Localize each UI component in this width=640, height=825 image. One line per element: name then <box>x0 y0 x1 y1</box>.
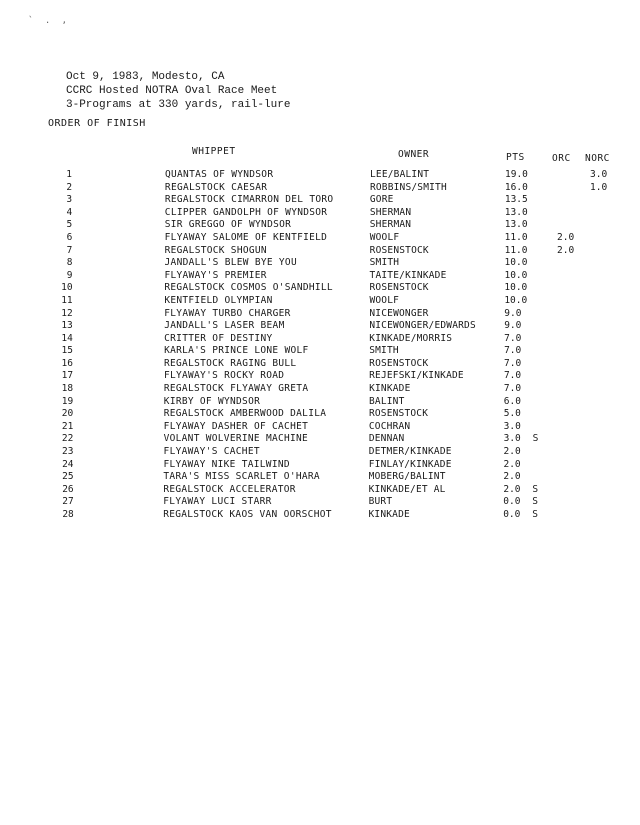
position-number: 8 <box>66 257 73 269</box>
owner-name: BURT <box>368 496 393 508</box>
points-value: 9.0 <box>504 307 522 319</box>
header-date-location: Oct 9, 1983, Modesto, CA <box>66 71 225 83</box>
whippet-name: FLYAWAY'S ROCKY ROAD <box>163 370 285 382</box>
points-value: 7.0 <box>504 332 522 344</box>
points-value: 13.0 <box>504 219 528 231</box>
status-flag: S <box>532 483 539 495</box>
orc-value: 2.0 <box>557 231 575 243</box>
points-value: 11.0 <box>504 244 528 256</box>
position-number: 2 <box>66 181 73 193</box>
column-header-norc: NORC <box>585 153 610 164</box>
table-row <box>0 257 640 269</box>
owner-name: WOOLF <box>369 231 400 243</box>
points-value: 10.0 <box>504 282 528 294</box>
position-number: 3 <box>66 194 73 206</box>
whippet-name: REGALSTOCK FLYAWAY GRETA <box>163 383 309 395</box>
whippet-name: CRITTER OF DESTINY <box>164 332 273 344</box>
position-number: 25 <box>62 471 74 483</box>
whippet-name: KENTFIELD OLYMPIAN <box>164 294 273 306</box>
table-row <box>0 370 640 382</box>
owner-name: WOOLF <box>369 294 400 306</box>
table-row <box>0 459 640 471</box>
whippet-name: FLYAWAY'S PREMIER <box>164 269 267 281</box>
table-row <box>0 408 640 420</box>
whippet-name: JANDALL'S LASER BEAM <box>164 320 285 332</box>
owner-name: SMITH <box>369 257 400 269</box>
norc-value: 1.0 <box>590 181 608 193</box>
points-value: 0.0 <box>503 496 521 508</box>
points-value: 2.0 <box>503 458 521 470</box>
owner-name: DETMER/KINKADE <box>368 446 452 458</box>
points-value: 2.0 <box>503 483 521 495</box>
points-value: 10.0 <box>504 257 528 269</box>
points-value: 7.0 <box>504 357 522 369</box>
points-value: 2.0 <box>503 446 521 458</box>
whippet-name: JANDALL'S BLEW BYE YOU <box>164 257 297 269</box>
status-flag: S <box>532 433 539 445</box>
whippet-name: REGALSTOCK AMBERWOOD DALILA <box>163 408 327 420</box>
owner-name: KINKADE/MORRIS <box>369 332 453 344</box>
status-flag: S <box>532 509 538 520</box>
column-header-whippet: WHIPPET <box>192 146 236 157</box>
whippet-name: REGALSTOCK CIMARRON DEL TORO <box>164 194 334 206</box>
owner-name: BALINT <box>369 395 405 407</box>
owner-name: KINKADE <box>369 383 411 395</box>
points-value: 5.0 <box>503 408 521 420</box>
owner-name: REJEFSKI/KINKADE <box>369 370 464 382</box>
status-flag: S <box>532 496 539 508</box>
whippet-name: REGALSTOCK SHOGUN <box>164 244 267 256</box>
position-number: 24 <box>62 458 74 470</box>
document-header <box>66 70 290 112</box>
position-number: 14 <box>61 332 73 344</box>
position-number: 28 <box>62 509 74 520</box>
points-value: 0.0 <box>503 509 521 520</box>
owner-name: ROSENSTOCK <box>369 357 429 369</box>
whippet-name: FLYAWAY NIKE TAILWIND <box>163 458 290 470</box>
header-event: CCRC Hosted NOTRA Oval Race Meet <box>66 85 278 97</box>
table-row <box>0 358 640 370</box>
table-row <box>0 282 640 294</box>
points-value: 6.0 <box>503 395 521 407</box>
table-row <box>0 421 640 433</box>
whippet-name: FLYAWAY LUCI STARR <box>163 496 272 508</box>
table-row <box>0 383 640 395</box>
table-row <box>0 345 640 357</box>
whippet-name: FLYAWAY TURBO CHARGER <box>164 307 291 319</box>
table-row <box>0 295 640 307</box>
table-row <box>0 270 640 282</box>
table-row <box>0 182 640 194</box>
norc-value: 3.0 <box>590 169 608 180</box>
position-number: 5 <box>66 219 73 231</box>
position-number: 26 <box>62 483 74 495</box>
table-row <box>0 509 640 521</box>
position-number: 4 <box>66 206 73 218</box>
table-row <box>0 245 640 257</box>
points-value: 10.0 <box>504 294 528 306</box>
points-value: 10.0 <box>504 269 528 281</box>
points-value: 13.0 <box>504 206 528 218</box>
owner-name: ROSENSTOCK <box>369 282 429 294</box>
whippet-name: FLYAWAY DASHER OF CACHET <box>163 420 309 432</box>
points-value: 9.0 <box>504 320 522 332</box>
position-number: 17 <box>61 370 74 382</box>
table-row <box>0 433 640 445</box>
position-number: 1 <box>66 169 72 180</box>
table-row <box>0 308 640 320</box>
owner-name: FINLAY/KINKADE <box>368 458 452 470</box>
table-row <box>0 320 640 332</box>
whippet-name: CLIPPER GANDOLPH OF WYNDSOR <box>164 206 328 218</box>
whippet-name: KIRBY OF WYNDSOR <box>163 395 261 407</box>
table-row <box>0 396 640 408</box>
column-header-orc: ORC <box>552 153 571 164</box>
whippet-name: VOLANT WOLVERINE MACHINE <box>163 433 309 445</box>
position-number: 23 <box>61 446 74 458</box>
position-number: 6 <box>66 231 73 243</box>
position-number: 21 <box>61 420 74 432</box>
orc-value: 2.0 <box>557 244 575 256</box>
whippet-name: REGALSTOCK CAESAR <box>164 181 268 193</box>
section-title: ORDER OF FINISH <box>48 118 146 129</box>
points-value: 2.0 <box>503 471 521 483</box>
owner-name: NICEWONGER/EDWARDS <box>369 320 476 332</box>
owner-name: DENNAN <box>368 433 405 445</box>
position-number: 10 <box>61 282 73 294</box>
table-row <box>0 194 640 206</box>
points-value: 19.0 <box>505 169 528 180</box>
owner-name: ROSENSTOCK <box>369 244 429 256</box>
owner-name: KINKADE/ET AL <box>368 483 446 495</box>
owner-name: SHERMAN <box>369 206 412 218</box>
position-number: 11 <box>61 294 73 306</box>
points-value: 11.0 <box>504 231 528 243</box>
scan-specks: ` . , <box>28 16 71 26</box>
position-number: 16 <box>61 357 73 369</box>
table-row <box>0 484 640 496</box>
position-number: 18 <box>61 383 74 395</box>
whippet-name: FLYAWAY'S CACHET <box>163 446 260 458</box>
owner-name: LEE/BALINT <box>370 169 430 180</box>
position-number: 12 <box>61 307 73 319</box>
position-number: 15 <box>61 345 73 357</box>
position-number: 9 <box>66 269 73 281</box>
table-row <box>0 333 640 345</box>
whippet-name: REGALSTOCK KAOS VAN OORSCHOT <box>163 509 332 520</box>
whippet-name: TARA'S MISS SCARLET O'HARA <box>163 471 320 483</box>
column-header-pts: PTS <box>506 152 525 163</box>
points-value: 7.0 <box>504 345 522 357</box>
owner-name: MOBERG/BALINT <box>368 471 446 483</box>
owner-name: ROSENSTOCK <box>368 408 429 420</box>
column-header-owner: OWNER <box>398 149 430 160</box>
owner-name: COCHRAN <box>368 420 411 432</box>
position-number: 7 <box>66 244 73 256</box>
owner-name: SHERMAN <box>369 219 412 231</box>
table-row <box>0 219 640 231</box>
whippet-name: REGALSTOCK COSMOS O'SANDHILL <box>164 282 333 294</box>
points-value: 7.0 <box>503 383 522 395</box>
points-value: 7.0 <box>503 370 522 382</box>
whippet-name: QUANTAS OF WYNDSOR <box>165 169 274 180</box>
owner-name: GORE <box>369 194 394 206</box>
whippet-name: FLYAWAY SALOME OF KENTFIELD <box>164 231 328 243</box>
table-row <box>0 471 640 483</box>
points-value: 3.0 <box>503 433 521 445</box>
owner-name: ROBBINS/SMITH <box>369 181 447 193</box>
points-value: 13.5 <box>504 194 528 206</box>
owner-name: SMITH <box>369 345 399 357</box>
whippet-name: REGALSTOCK ACCELERATOR <box>163 483 296 495</box>
owner-name: NICEWONGER <box>369 307 429 319</box>
whippet-name: SIR GREGGO OF WYNDSOR <box>164 219 292 231</box>
table-row <box>0 496 640 508</box>
whippet-name: KARLA'S PRINCE LONE WOLF <box>164 345 309 357</box>
points-value: 16.0 <box>504 181 528 193</box>
table-row <box>0 207 640 219</box>
table-row <box>0 169 640 181</box>
position-number: 22 <box>61 433 74 445</box>
position-number: 13 <box>61 320 73 332</box>
owner-name: KINKADE <box>368 509 410 520</box>
owner-name: TAITE/KINKADE <box>369 269 447 281</box>
position-number: 27 <box>62 496 74 508</box>
position-number: 20 <box>61 408 74 420</box>
table-row <box>0 232 640 244</box>
table-row <box>0 446 640 458</box>
position-number: 19 <box>61 395 74 407</box>
whippet-name: REGALSTOCK RAGING BULL <box>164 357 297 369</box>
header-programs: 3-Programs at 330 yards, rail-lure <box>66 99 291 111</box>
points-value: 3.0 <box>503 420 521 432</box>
